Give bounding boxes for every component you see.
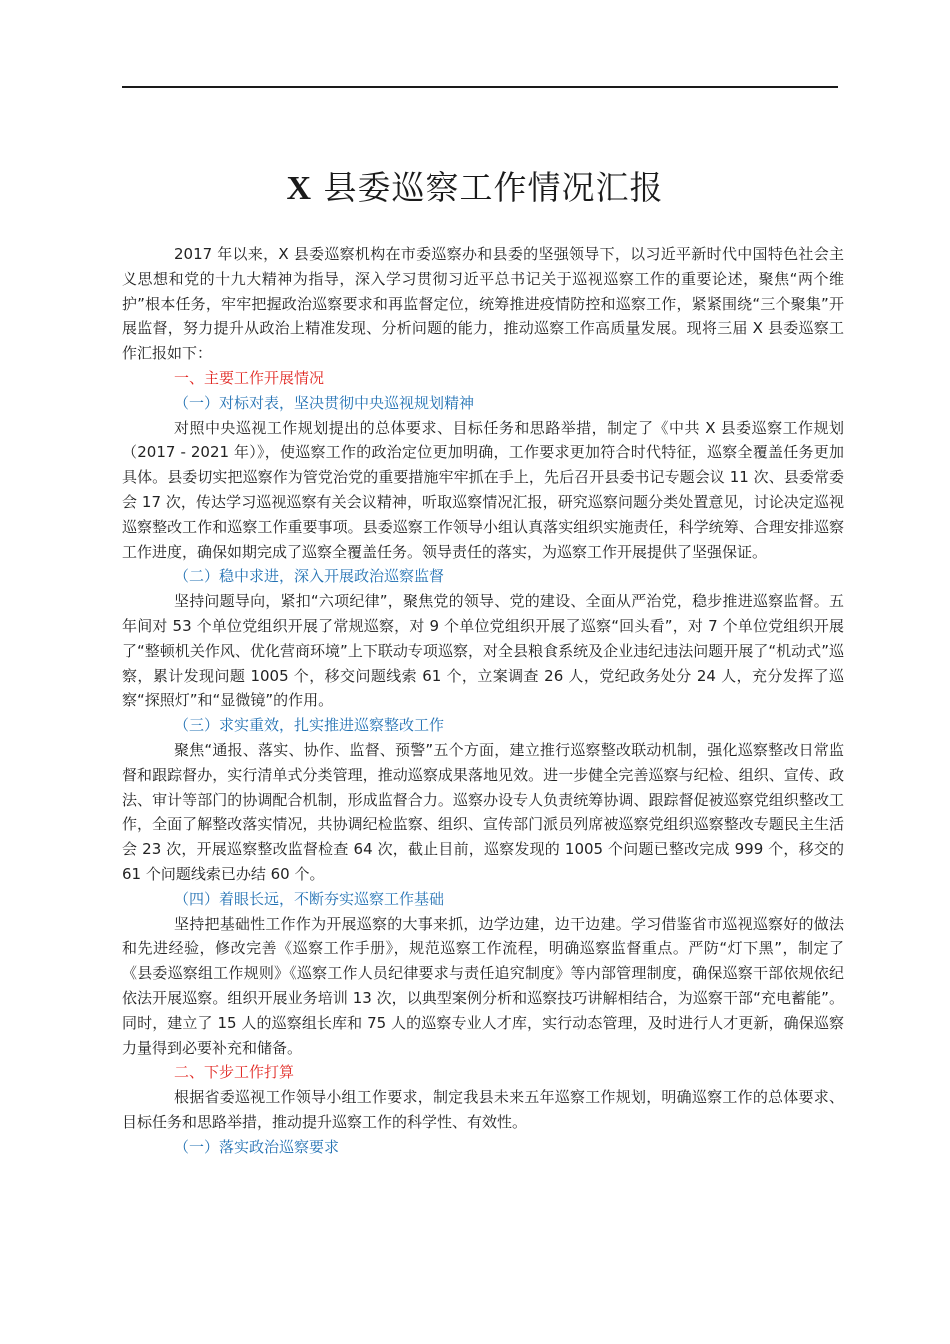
body-paragraph: 聚焦“通报、落实、协作、监督、预警”五个方面，建立推行巡察整改联动机制，强化巡察整改日常监督和跟踪督办，实行清单式分类管理，推动巡察成果落地见效。进一步健全完善巡察与纪检、组织、宣传、政法、审计等部门的协调配合机制，形成监督合力。巡察办设专人负责统筹协调、跟踪督促被巡察党组织整改工作，全面了解整改落实情况，共协调纪检监察、组织、宣传部门派员列席被巡察党组织巡察整改专题民主生活会 23 次，开展巡察整改监督检查 64 次，截止目前，巡察发现的 1005 个问题已整改完成 999 个，移交的 61 个问题线索已办结 60 个。 [122,740,844,883]
subsection-heading: （一）落实政治巡察要求 [174,1137,340,1156]
page-title [0,162,950,209]
subsection-heading: （四）着眼长远，不断夯实巡察工作基础 [174,889,445,908]
section-heading: 一、主要工作开展情况 [174,368,325,387]
body-paragraph: 坚持把基础性工作作为开展巡察的大事来抓，边学边建，边干边建。学习借鉴省市巡视巡察好的做法和先进经验，修改完善《巡察工作手册》，规范巡察工作流程，明确巡察监督重点。严防“灯下黑”，制定了《县委巡察组工作规则》《巡察工作人员纪律要求与责任追究制度》等内部管理制度，确保巡察干部依规依纪依法开展巡察。组织开展业务培训 13 次，以典型案例分析和巡察技巧讲解相结合，为巡察干部“充电蓄能”。同时，建立了 15 人的巡察组长库和 75 人的巡察专业人才库，实行动态管理，及时进行人才更新，确保巡察力量得到必要补充和储备。 [122,914,844,1057]
body-paragraph: 2017 年以来，X 县委巡察机构在市委巡察办和县委的坚强领导下，以习近平新时代中国特色社会主义思想和党的十九大精神为指导，深入学习贯彻习近平总书记关于巡视巡察工作的重要论述，聚焦“两个维护”根本任务，牢牢把握政治巡察要求和再监督定位，统筹推进疫情防控和巡察工作，紧紧围绕“三个聚集”开展监督，努力提升从政治上精准发现、分析问题的能力，推动巡察工作高质量发展。现将三届 X 县委巡察工作汇报如下： [122,245,844,363]
document-body [122,242,844,1159]
body-paragraph: 坚持问题导向，紧扣“六项纪律”，聚焦党的领导、党的建设、全面从严治党，稳步推进巡察监督。五年间对 53 个单位党组织开展了常规巡察，对 9 个单位党组织开展了巡察“回头看”，对 7 个单位党组织开展了“整顿机关作风、优化营商环境”上下联动专项巡察，对全县粮食系统及企业违纪违法问题开展了“机动式”巡察，累计发现问题 1005 个，移交问题线索 61 个，立案调查 26 人，党纪政务处分 24 人，充分发挥了巡察“探照灯”和“显微镜”的作用。 [122,592,844,710]
header-rule [122,86,838,88]
title-prefix: X [286,170,313,207]
body-paragraph: 对照中央巡视工作规划提出的总体要求、目标任务和思路举措，制定了《中共 X 县委巡察工作规划（2017 - 2021 年）》，使巡察工作的政治定位更加明确，工作要求更加符合时代特征，巡察全覆盖任务更加具体。县委切实把巡察作为管党治党的重要措施牢牢抓在手上，先后召开县委书记专题会议 11 次、县委常委会 17 次，传达学习巡视巡察有关会议精神，听取巡察情况汇报，研究巡察问题分类处置意见，讨论决定巡视巡察整改工作和巡察工作重要事项。县委巡察工作领导小组认真落实组织实施责任，科学统筹、合理安排巡察工作进度，确保如期完成了巡察全覆盖任务。领导责任的落实，为巡察工作开展提供了坚强保证。 [122,418,844,561]
subsection-heading: （二）稳中求进，深入开展政治巡察监督 [174,567,445,586]
subsection-heading: （一）对标对表，坚决贯彻中央巡视规划精神 [174,393,475,412]
body-paragraph: 根据省委巡视工作领导小组工作要求，制定我县未来五年巡察工作规划，明确巡察工作的总体要求、目标任务和思路举措，推动提升巡察工作的科学性、有效性。 [122,1088,844,1131]
subsection-heading: （三）求实重效，扎实推进巡察整改工作 [174,716,445,735]
section-heading: 二、下步工作打算 [174,1063,295,1082]
title-text: 县委巡察工作情况汇报 [312,168,664,207]
